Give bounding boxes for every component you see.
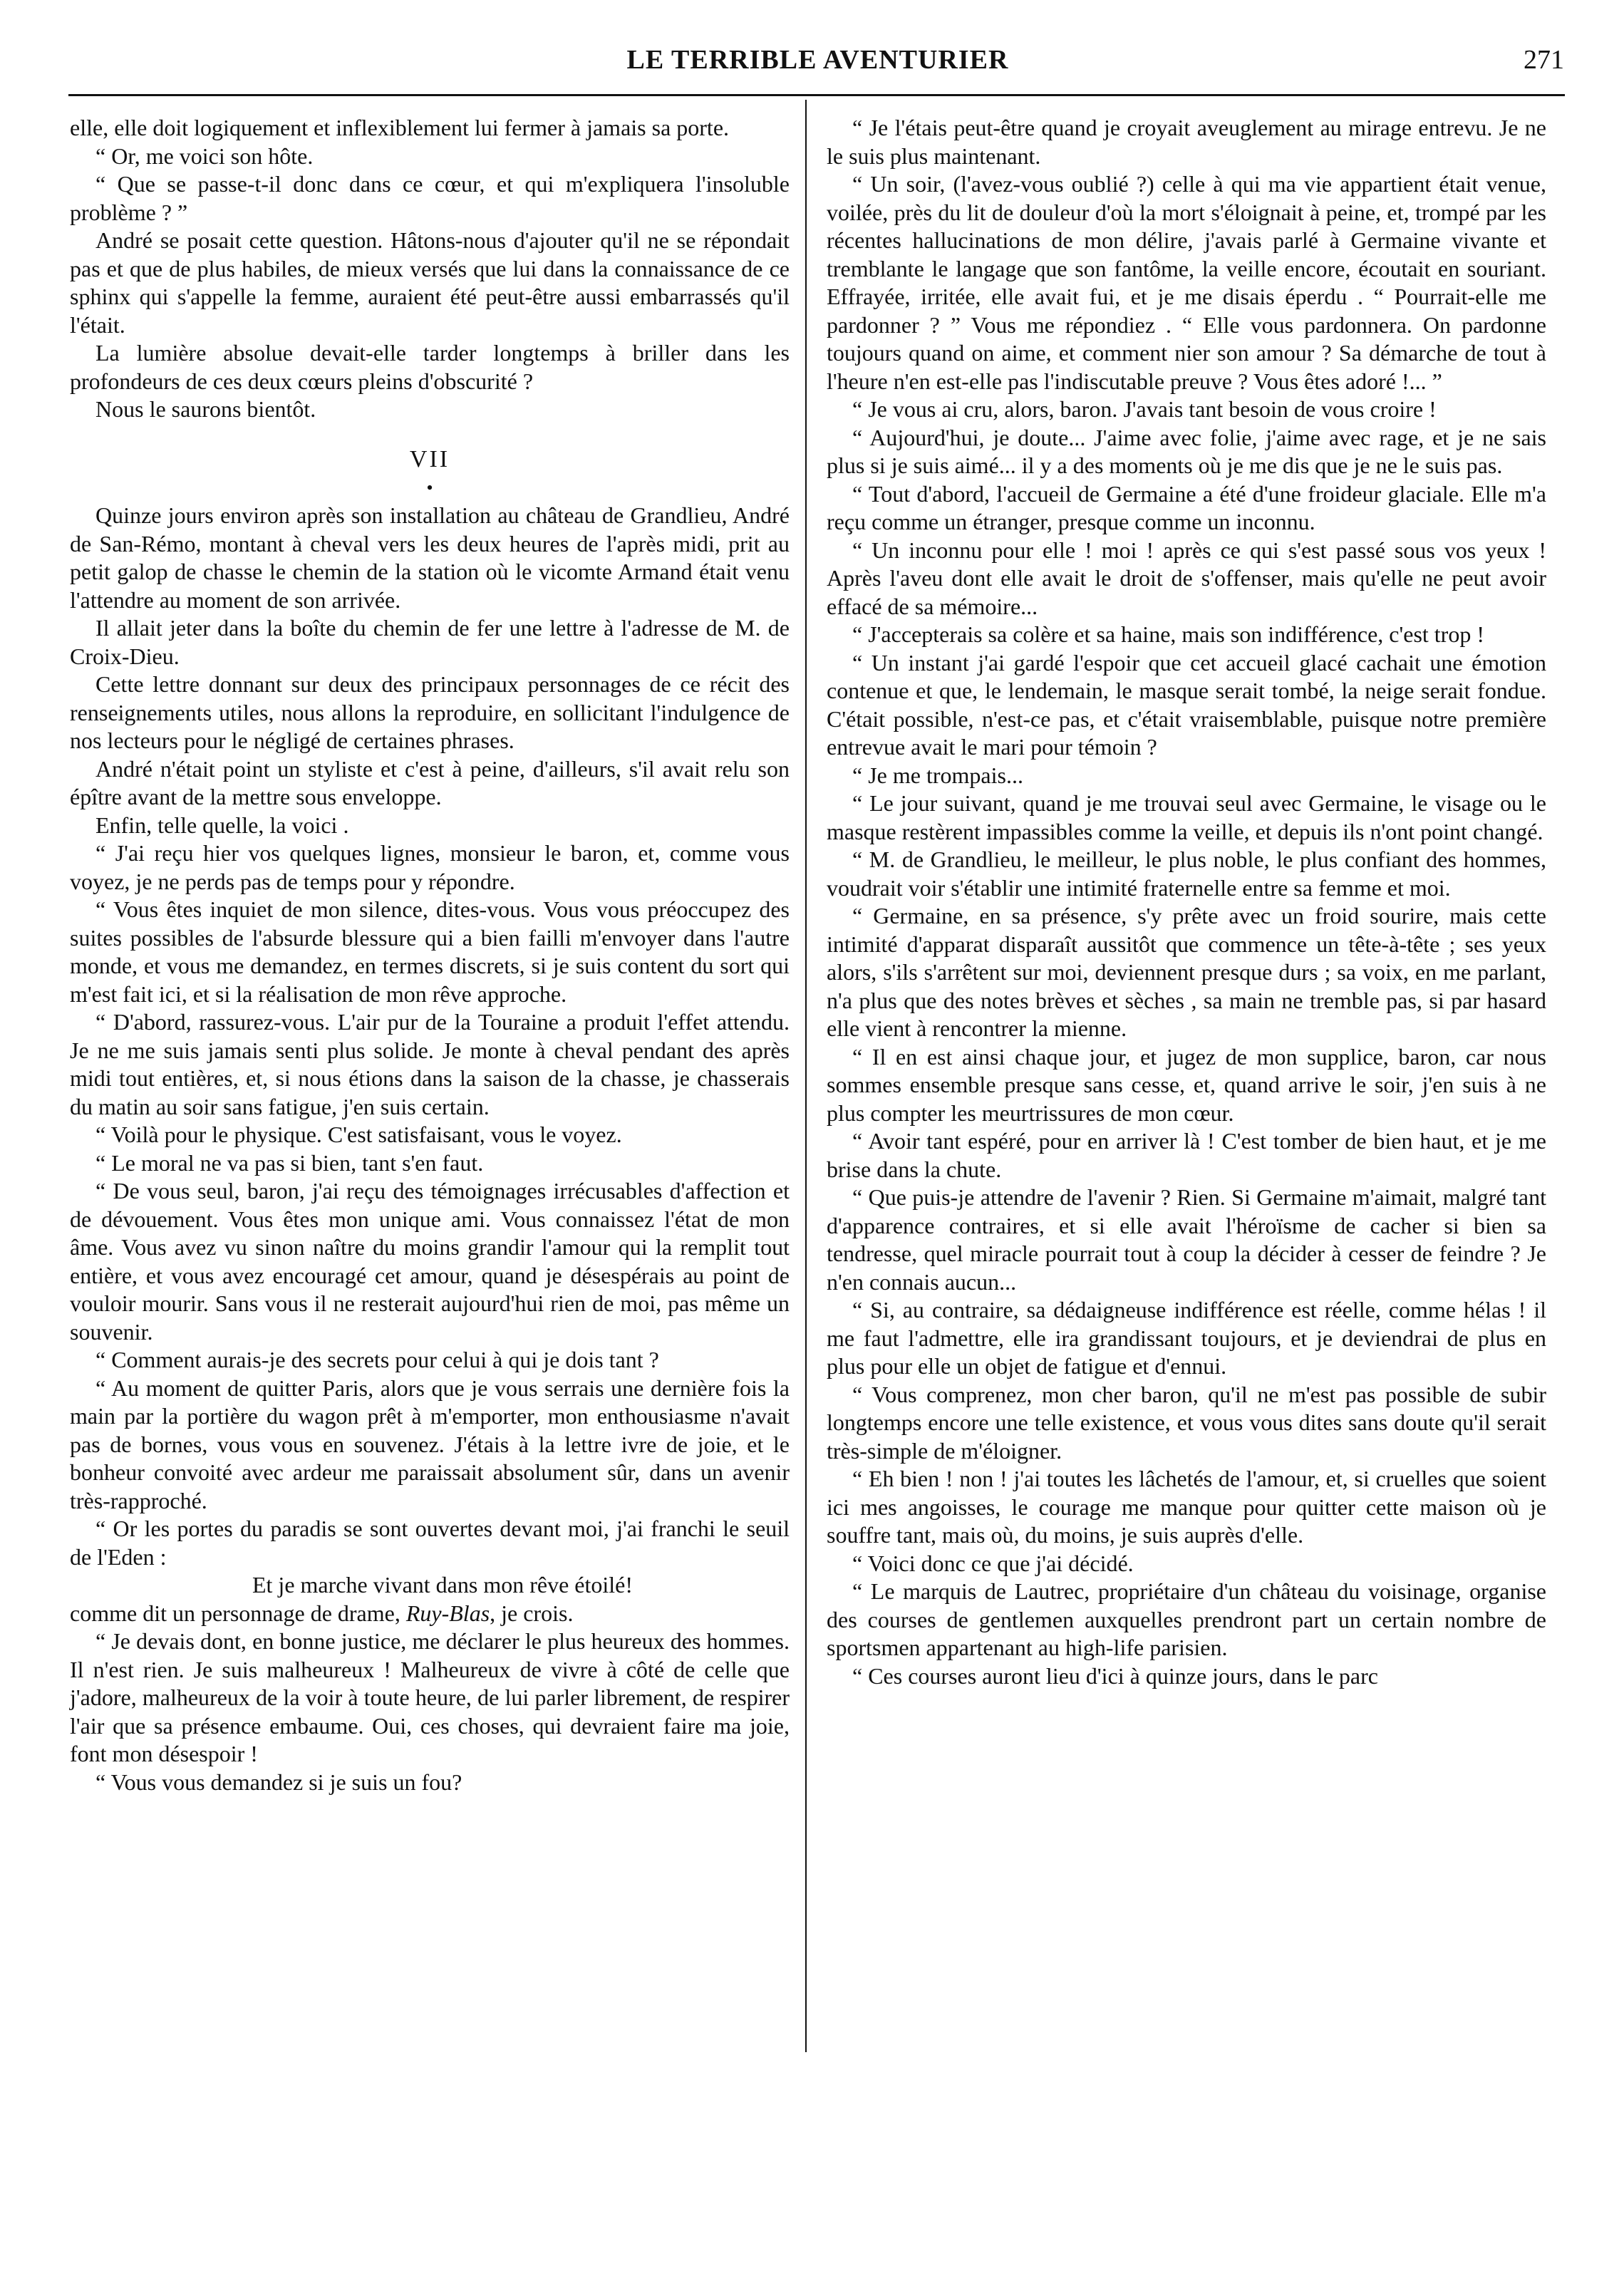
paragraph: Enfin, telle quelle, la voici .	[95, 812, 349, 838]
paragraph: Il allait jeter dans la boîte du chemin de fer une lettre à l'adresse de M. de Croix-Dieu.	[70, 615, 790, 669]
paragraph: “ Or, me voici son hôte.	[95, 143, 314, 169]
right-column	[827, 114, 1546, 1690]
paragraph: “ M. de Grandlieu, le meilleur, le plus noble, le plus confiant des hommes, voudrait voir s'établir une intimité fraternelle entre sa femme et moi.	[827, 847, 1546, 901]
work-title: Ruy-Blas	[405, 1600, 490, 1626]
paragraph: “ Vous êtes inquiet de mon silence, dites-vous. Vous vous préoccupez des suites possibles de l'absurde blessure qui a bien failli m'envoyer dans l'autre monde, et vous me demandez, en termes discrets, si je suis content du sort qui m'est fait ici, et si la réalisation de mon rêve approche.	[70, 896, 790, 1007]
header-rule	[68, 94, 1565, 96]
paragraph: “ Comment aurais-je des secrets pour celui à qui je dois tant ?	[95, 1347, 659, 1372]
paragraph: “ J'accepterais sa colère et sa haine, mais son indifférence, c'est trop !	[852, 621, 1484, 647]
paragraph: “ Le marquis de Lautrec, propriétaire d'un château du voisinage, organise des courses de gentlemen auxquelles prendront part un certain nombre de sportsmen appartenant au high-life parisien.	[827, 1578, 1546, 1660]
paragraph: “ Germaine, en sa présence, s'y prête avec un froid sourire, mais cette intimité d'apparat disparaît aussitôt que commence un tête-à-tête ; ses yeux alors, s'ils s'arrêtent sur moi, deviennent presque durs ; sa voix, en me parlant, n'a plus que des notes brèves et sèches , sa main ne tremble pas, si par hasard elle vient à rencontrer la mienne.	[827, 903, 1546, 1041]
paragraph: “ Un inconnu pour elle ! moi ! après ce qui s'est passé sous vos yeux ! Après l'aveu dont elle avait le droit de s'offenser, mais qu'elle ne peut avoir effacé de sa mémoire...	[827, 537, 1546, 619]
paragraph: “ Vous vous demandez si je suis un fou?	[95, 1769, 462, 1795]
page-header	[71, 44, 1564, 87]
chapter-heading: VII	[409, 445, 450, 472]
paragraph: “ Si, au contraire, sa dédaigneuse indifférence est réelle, comme hélas ! il me faut l'admettre, elle ira grandissant toujours, et je deviendrai de plus en plus pour elle un objet de fatigue et d'ennui.	[827, 1297, 1546, 1379]
paragraph: “ Je l'étais peut-être quand je croyait aveuglement au mirage entrevu. Je ne le suis plus maintenant.	[827, 115, 1546, 169]
paragraph: Nous le saurons bientôt.	[95, 396, 316, 422]
paragraph: “ Vous comprenez, mon cher baron, qu'il ne m'est pas possible de subir longtemps encore une telle existence, et vous vous dites sans doute qu'il serait très-simple de m'éloigner.	[827, 1381, 1546, 1464]
chapter-ornament: •	[426, 477, 433, 498]
left-column	[70, 114, 790, 1796]
paragraph: “ J'ai reçu hier vos quelques lignes, monsieur le baron, et, comme vous voyez, je ne perds pas de temps pour y répondre.	[70, 840, 790, 894]
paragraph: “ Or les portes du paradis se sont ouvertes devant moi, j'ai franchi le seuil de l'Eden :	[70, 1516, 790, 1570]
paragraph: Quinze jours environ après son installation au château de Grandlieu, André de San-Rémo, montant à cheval vers les deux heures de l'après midi, prit au petit galop de chasse le chemin de la station où le vicomte Armand était venu l'attendre au moment de son arrivée.	[70, 502, 790, 613]
paragraph: “ Au moment de quitter Paris, alors que je vous serrais une dernière fois la main par la portière du wagon prêt à m'emporter, mon enthousiasme n'avait pas de bornes, vous vous en souvenez. J'étais à la lettre ivre de joie, et le bonheur convoité avec ardeur me paraissait absolument sûr, dans un avenir très-rapproché.	[70, 1375, 790, 1513]
paragraph: “ Que se passe-t-il donc dans ce cœur, et qui m'expliquera l'insoluble problème ? ”	[70, 171, 790, 225]
paragraph: “ Tout d'abord, l'accueil de Germaine a été d'une froideur glaciale. Elle m'a reçu comme un étranger, presque comme un inconnu.	[827, 480, 1546, 534]
paragraph: “ Il en est ainsi chaque jour, et jugez de mon supplice, baron, car nous sommes ensemble presque sans cesse, et, quand arrive le soir, j'en suis à ne plus compter les meurtrissures de mon cœur.	[827, 1043, 1546, 1126]
verse-quote: Et je marche vivant dans mon rêve étoilé!	[252, 1572, 633, 1598]
paragraph: André se posait cette question. Hâtons-nous d'ajouter qu'il ne se répondait pas et que de plus habiles, de mieux versés que lui dans la connaissance de ce sphinx qui s'appelle la femme, auraient été peut-être aussi embarrassés qu'il l'était.	[70, 227, 790, 338]
paragraph: “ D'abord, rassurez-vous. L'air pur de la Touraine a produit l'effet attendu. Je ne me suis jamais senti plus solide. Je monte à cheval pendant des après midi tout entières, et, si nous étions dans la saison de la chasse, je chasserais du matin au soir sans fatigue, j'en suis certain.	[70, 1009, 790, 1119]
paragraph: “ Je vous ai cru, alors, baron. J'avais tant besoin de vous croire !	[852, 396, 1437, 422]
page-number: 271	[1524, 45, 1564, 75]
paragraph: elle, elle doit logiquement et inflexiblement lui fermer à jamais sa porte.	[70, 115, 730, 140]
paragraph: “ Aujourd'hui, je doute... J'aime avec folie, j'aime avec rage, et je ne sais plus si je suis aimé... il y a des moments où je me dis que je ne le suis pas.	[827, 424, 1546, 478]
paragraph: Cette lettre donnant sur deux des principaux personnages de ce récit des renseignements utiles, nous allons la reproduire, en sollicitant l'indulgence de nos lecteurs pour le négligé de certaines phrases.	[70, 671, 790, 753]
paragraph	[70, 1600, 790, 1628]
paragraph: “ Le jour suivant, quand je me trouvai seul avec Germaine, le visage ou le masque restèrent impassibles comme la veille, et depuis ils n'ont point changé.	[827, 790, 1546, 844]
paragraph: “ Le moral ne va pas si bien, tant s'en faut.	[95, 1149, 484, 1176]
paragraph: “ Je devais dont, en bonne justice, me déclarer le plus heureux des hommes. Il n'est rien. Je suis malheureux ! Malheureux de vivre à côté de celle que j'adore, malheureux de la voir à toute heure, de lui parler librement, de respirer l'air que sa présence embaume. Oui, ces choses, qui devraient faire ma joie, font mon désespoir !	[70, 1628, 790, 1766]
running-title: LE TERRIBLE AVENTURIER	[626, 45, 1009, 75]
text-run: , je crois.	[490, 1600, 574, 1626]
paragraph: “ Voici donc ce que j'ai décidé.	[852, 1550, 1134, 1576]
paragraph: “ Ces courses auront lieu d'ici à quinze jours, dans le parc	[852, 1662, 1378, 1689]
column-divider	[805, 100, 807, 2052]
paragraph: “ Voilà pour le physique. C'est satisfaisant, vous le voyez.	[95, 1122, 622, 1147]
paragraph: “ Avoir tant espéré, pour en arriver là ! C'est tomber de bien haut, et je me brise dans la chute.	[827, 1128, 1546, 1182]
paragraph: La lumière absolue devait-elle tarder longtemps à briller dans les profondeurs de ces deux cœurs pleins d'obscurité ?	[70, 340, 790, 394]
paragraph: “ De vous seul, baron, j'ai reçu des témoignages irrécusables d'affection et de dévouement. Vous êtes mon unique ami. Vous connaissez l'état de mon âme. Vous avez vu sinon naître du moins grandir l'amour qui la remplit tout entière, et vous avez encouragé cet amour, quand je désespérais au point de vouloir mourir. Sans vous il ne resterait aujourd'hui rien de moi, pas même un souvenir.	[70, 1178, 790, 1345]
paragraph: “ Que puis-je attendre de l'avenir ? Rien. Si Germaine m'aimait, malgré tant d'apparence contraires, et si elle avait l'héroïsme de cacher si bien sa tendresse, quel miracle pourrait tout à coup la décider à cesser de feindre ? Je n'en connais aucun...	[827, 1184, 1546, 1295]
text-run: comme dit un personnage de drame,	[70, 1600, 406, 1626]
paragraph: “ Je me trompais...	[852, 762, 1023, 788]
paragraph: André n'était point un styliste et c'est à peine, d'ailleurs, s'il avait relu son épître avant de la mettre sous enveloppe.	[70, 755, 790, 809]
paragraph: “ Un soir, (l'avez-vous oublié ?) celle à qui ma vie appartient était venue, voilée, près du lit de douleur d'où la mort s'éloignait à peine, et, trompé par les récentes hallucinations de mon délire, j'avais parlé à Germaine vivante et tremblante le langage que son fantôme, la veille encore, écoutait en souriant. Effrayée, irritée, elle avait fui, et je me disais éperdu . “ Pourrait-elle me pardonner ? ” Vous me répondiez . “ Elle vous pardonnera. On pardonne toujours quand on aime, et comment nier son amour ? Sa démarche de tout à l'heure n'en est-elle pas l'indiscutable preuve ? Vous êtes adoré !... ”	[827, 171, 1546, 394]
paragraph: “ Eh bien ! non ! j'ai toutes les lâchetés de l'amour, et, si cruelles que soient ici mes angoisses, le courage me manque pour quitter cette maison où je souffre tant, mais où, du moins, je suis auprès d'elle.	[827, 1466, 1546, 1548]
paragraph: “ Un instant j'ai gardé l'espoir que cet accueil glacé cachait une émotion contenue et que, le lendemain, le masque serait tombé, la neige serait fondue. C'était possible, n'est-ce pas, et c'était vraisemblable, puisque notre première entrevue avait le mari pour témoin ?	[827, 649, 1546, 760]
